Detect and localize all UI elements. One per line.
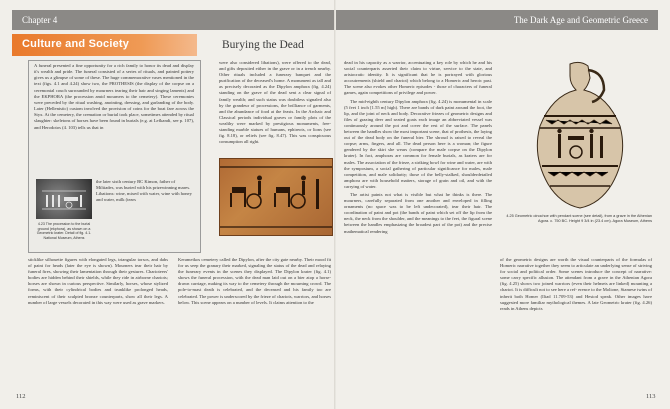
paragraph: The mid-eighth century Dipylon amphora (fig. 4.24) is monumental in scale (5 feet 1 inch [1.55 m] high). There are bands of dark paint around the foot, the lip, and the joint of neck and body. Decorative friezes of geometric designs and files of grazing deer and seated goats each image an abbreviated vessel was continuously around the pot and cover the rest of the surface. The panels between the handles show the most important scene, that of prothesis, the laying out of the dead body on the funeral bier. The shroud is raised to reveal the corpse; arms, fingers, and all. The dead person here is a woman; the figure gendered by the skirt she wears (compare the male corpse on the Dipylon krater). In fact, amphoras are common for female burials, as kraters are for males. The association of the frieze, a striking bowl for wine and water, are with the symposium, a social gathering of particular significance for males, male competition, and male solidarity; those of the belly-stalked, shoulderdetailed amphora are with household matters, storage of grain and oil, and with the carrying of water.: [344, 98, 492, 189]
page2-column-1: [344, 60, 492, 237]
paragraph: sticklike silhouette figures with elongated legs, triangular torsos, and dabs of paint for heads (later the eye is shown). Mourners tear their hair by funeral fires, showing their lamentation through their gestures. Charioteers' bodies are hidden behind their shields, while they ride in airborne chariots; horses are shown in curious perspective. Similarly, horses, whose stylized forms, with their cylindrical bodies and trunklike prolonged heads, reminiscent of their sculpted bronze counterparts, show all their legs. A number of large vessels decorated in this way were used as grave markers.: [28, 257, 168, 305]
burying-column-top: [219, 60, 331, 147]
spine-gutter: [334, 0, 336, 409]
paragraph: were also considered libations), were offered to the dead, and gifts deposited either in the grave or in a trench nearby. Other rituals included a funerary banquet and the purification of the deceased's home. A monument as tall and as precisely decorated as the Dipylon amphora (fig. 4.24) standing on the grave of the dead sent a clear signal of family wealth; and such status was doubtless signaled also by the grandeur of processions, the brilliance of garments, and the abundance of food at the feasts. In the Archaic and Classical periods individual graves or family plots of the wealthy were marked by prestigious monuments, free-standing marble statues of humans, ephireots, or lions (see fig. 8.18), or reliefs (see fig. 8.47). This was conspicuous consumption all right.: [219, 60, 331, 145]
sidebar-wrap-text: the later sixth century BC Kimon, father of Miltiades, was buried with his prizewinning mares. Libations: wine, mixed with water, wine with honey and water, milk (tears: [96, 179, 192, 203]
page-number-right: 113: [646, 393, 656, 400]
left-column-bottom: [28, 257, 168, 308]
right-column-bottom: [178, 257, 331, 308]
krater-caption: 4.23 The procession to the burial ground (ekphora), as shown on a Geometric krater. Detail of fig. 4.1. National Museum, Athens: [36, 222, 92, 240]
paragraph: of the geometric designs are worth the visual counterparts of the formulas of Homeric narrative together they seem to articulate an underlying sense of striving for social and political order. Some scenes introduce the concept of narrative: some carry specific allusion. The attendant from a grave in the Athenian Agora (fig. 4.25) shows two joined warriors (even their helmets are linked) mounting a chariot. It is difficult not to see here a ref- erence to the Molione, Siamese twins of inherit both Homer (Iliad 11.709-53) and Hesiod speak. Other images have suggested more familiar mythological themes. A late Geometric krater (fig. 4.26) reads in Athens depicts: [500, 257, 652, 311]
page2-column-2: [500, 257, 652, 314]
running-header-right: [336, 10, 658, 30]
chapter-title: The Dark Age and Geometric Greece: [513, 15, 648, 25]
krater-detail-image: [36, 179, 92, 219]
oinochoe-image: [500, 56, 660, 216]
paragraph: Kerameikos cemetery called the Dipylon, after the city gate nearby. Their mood fit for us seep the granary their marked, signaling the status of the dead and relaying the funerary events in the scenes they displayed. The Dipylon krater (fig. 4.1) shows the funeral procession, with the dead man laid out on a bier atop a horse-drawn carriage, making its way to the cemetery through the mourning crowd. The pole-to-mast death is celebrated, and the deceased and his family too are celebrated. The power is underscored by the frieze of chariots, warriors, and horses below. This scene appears on a number of levels. It claims attention to the: [178, 257, 331, 305]
page-number-left: 112: [16, 393, 26, 400]
section-banner-title: Culture and Society: [22, 38, 130, 50]
chapter-label: Chapter 4: [22, 15, 58, 25]
chariot-frieze-image: [219, 158, 333, 236]
paragraph: The artist paints not what is visible but what he thinks is there. The mourners, carefully separated from one another and enveloped in filling ornaments (no space was to be left undecorated), tear their hair. The coordination of paint and pot (the bands of paint which set off the lip from the neck, the neck from the shoulder, and the meanings to the feet, the figural scene between the handles emphasizing the broadest part of the pot) and the precise mathematical rendering: [344, 191, 492, 234]
oinochoe-caption: 4.25 Geometric oinochoe with pendant scene (see detail), from a grave in the Athenian Agora. c. 750 BC. Height 9 3/4 in (23.4 cm). Agora Museum, Athens: [506, 214, 652, 223]
sidebar-text: A funeral presented a fine opportunity for a rich family to honor its dead and display it's wealth and pride. The funeral consisted of a series of rituals, and painted pottery gives us a glimpse of some of these. The huge commemorative vases mentioned in the text (figs. 4.1 and 4.24) show two, the PROTHESIS (the display of the corpse on a ceremonial couch surrounded by mourners tearing their hair and singing laments) and the EKPHORA (the procession amid mourners to the cemetery). These ceremonies were preceded by the ritual washing, anointing, dressing, and garlanding of the body. Later (Hellenistic) custom involved the provision of coins for the boat fare across the Styx. At the cemetery, the cremation or burial took place, sometimes attended by ritual slaughter: skeletons of horses have been found in burials (e.g. at Lefkandi, see p. 107), and Herodotos (4. 103) tells us that in: [34, 63, 194, 130]
feature-title: Burying the Dead: [222, 39, 304, 51]
running-header-left: [12, 10, 334, 30]
paragraph: dead in his capacity as a warrior, accentuating a key role by which he and his social counterparts asserted their claim to virtue, service to the state, and aristocratic identity. It is significant that he is portrayed with glorious accoutrements (shield and chariot) which belong to a Homeric and heroic past. The scene also evokes other Homeric episodes - those of characters of funeral games, again competitions of privilege and power.: [344, 60, 492, 96]
